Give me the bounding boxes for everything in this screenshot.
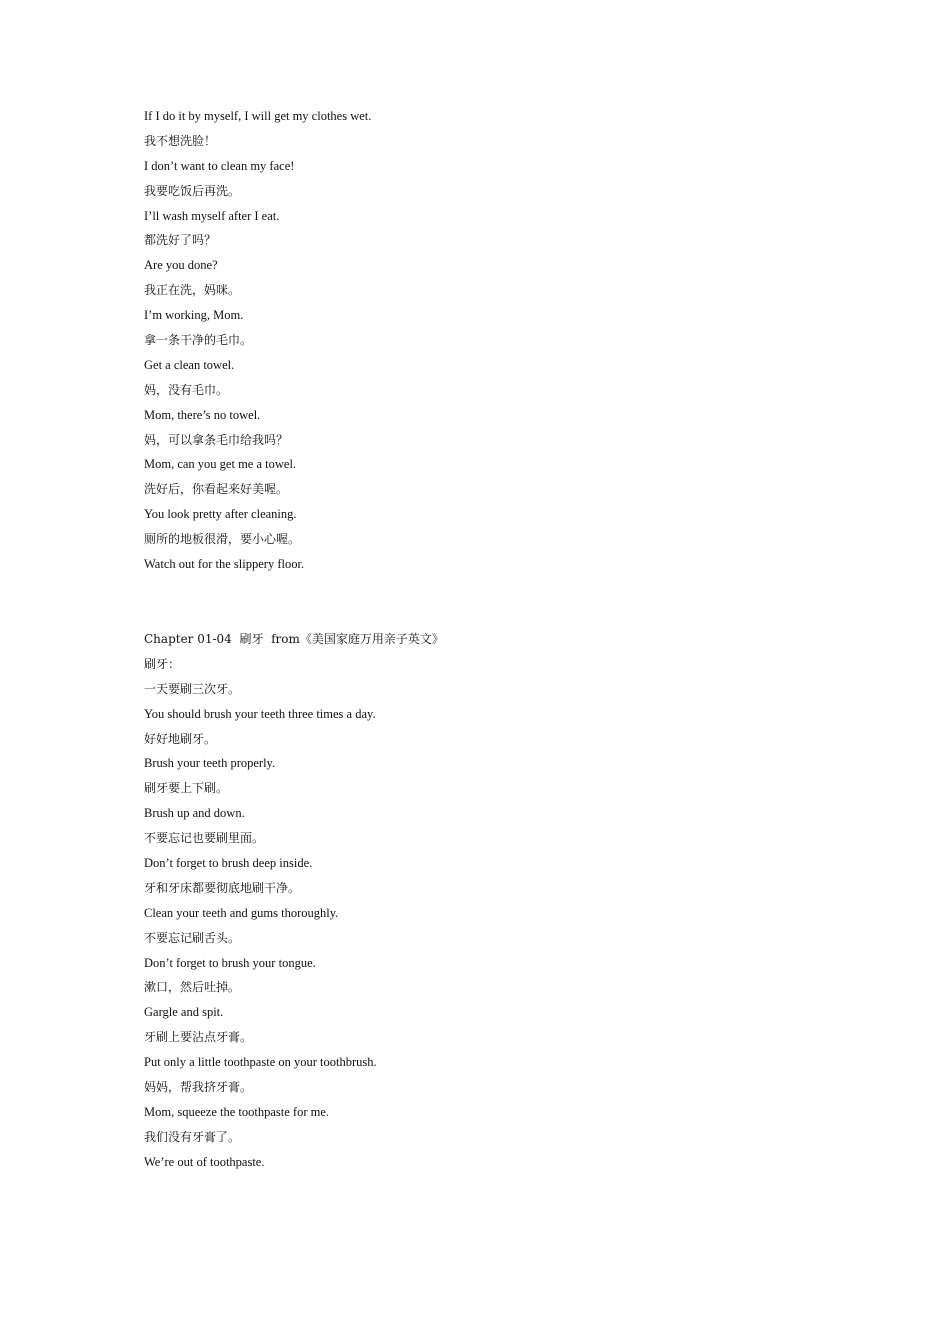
chapter-heading: Chapter 01-04 刷牙 from《美国家庭万用亲子英文》 xyxy=(144,632,444,646)
dialogue-line: 洗好后，你看起来好美喔。 xyxy=(144,482,289,497)
section-subheading: 刷牙： xyxy=(144,656,181,671)
dialogue-line: Mom, there’s no towel. xyxy=(144,407,261,422)
dialogue-line: 拿一条干净的毛巾。 xyxy=(144,333,253,348)
dialogue-line: 刷牙要上下刷。 xyxy=(144,781,229,796)
dialogue-line: You look pretty after cleaning. xyxy=(144,507,297,522)
dialogue-line: 妈妈，帮我挤牙膏。 xyxy=(144,1080,253,1095)
dialogue-line: Are you done? xyxy=(144,258,218,273)
dialogue-line: Mom, can you get me a towel. xyxy=(144,457,297,472)
dialogue-line: 我不想洗脸！ xyxy=(144,133,217,148)
dialogue-line: We’re out of toothpaste. xyxy=(144,1154,265,1169)
dialogue-line: 我们没有牙膏了。 xyxy=(144,1129,241,1144)
dialogue-line: 一天要刷三次牙。 xyxy=(144,681,241,696)
dialogue-line: 都洗好了吗？ xyxy=(144,233,217,248)
dialogue-line: 漱口，然后吐掉。 xyxy=(144,980,241,995)
dialogue-line: Mom, squeeze the toothpaste for me. xyxy=(144,1104,330,1119)
dialogue-line: You should brush your teeth three times a day. xyxy=(144,706,376,721)
dialogue-section-washing xyxy=(144,106,371,579)
dialogue-line: Watch out for the slippery floor. xyxy=(144,557,305,572)
dialogue-line: 不要忘记刷舌头。 xyxy=(144,930,241,945)
dialogue-line: Brush your teeth properly. xyxy=(144,756,276,771)
dialogue-line: 牙刷上要沾点牙膏。 xyxy=(144,1030,253,1045)
dialogue-line: 牙和牙床都要彻底地刷干净。 xyxy=(144,880,301,895)
dialogue-line: Gargle and spit. xyxy=(144,1005,224,1020)
dialogue-line: I’m working, Mom. xyxy=(144,308,244,323)
dialogue-line: 厕所的地板很滑，要小心喔。 xyxy=(144,532,301,547)
dialogue-line: Get a clean towel. xyxy=(144,357,235,372)
dialogue-line: 不要忘记也要刷里面。 xyxy=(144,831,265,846)
dialogue-line: 妈，没有毛巾。 xyxy=(144,382,229,397)
dialogue-line: I’ll wash myself after I eat. xyxy=(144,208,280,223)
dialogue-line: Clean your teeth and gums thoroughly. xyxy=(144,905,339,920)
dialogue-line: Put only a little toothpaste on your toothbrush. xyxy=(144,1055,377,1070)
dialogue-line: 我要吃饭后再洗。 xyxy=(144,183,241,198)
dialogue-line: Don’t forget to brush deep inside. xyxy=(144,856,313,871)
dialogue-line: Don’t forget to brush your tongue. xyxy=(144,955,316,970)
dialogue-line: 妈，可以拿条毛巾给我吗？ xyxy=(144,432,289,447)
dialogue-line: 我正在洗，妈咪。 xyxy=(144,283,241,298)
dialogue-line: I don’t want to clean my face! xyxy=(144,158,295,173)
dialogue-section-brushing xyxy=(144,629,444,1177)
dialogue-line: Brush up and down. xyxy=(144,806,245,821)
dialogue-line: If I do it by myself, I will get my clothes wet. xyxy=(144,109,372,123)
dialogue-line: 好好地刷牙。 xyxy=(144,731,217,746)
